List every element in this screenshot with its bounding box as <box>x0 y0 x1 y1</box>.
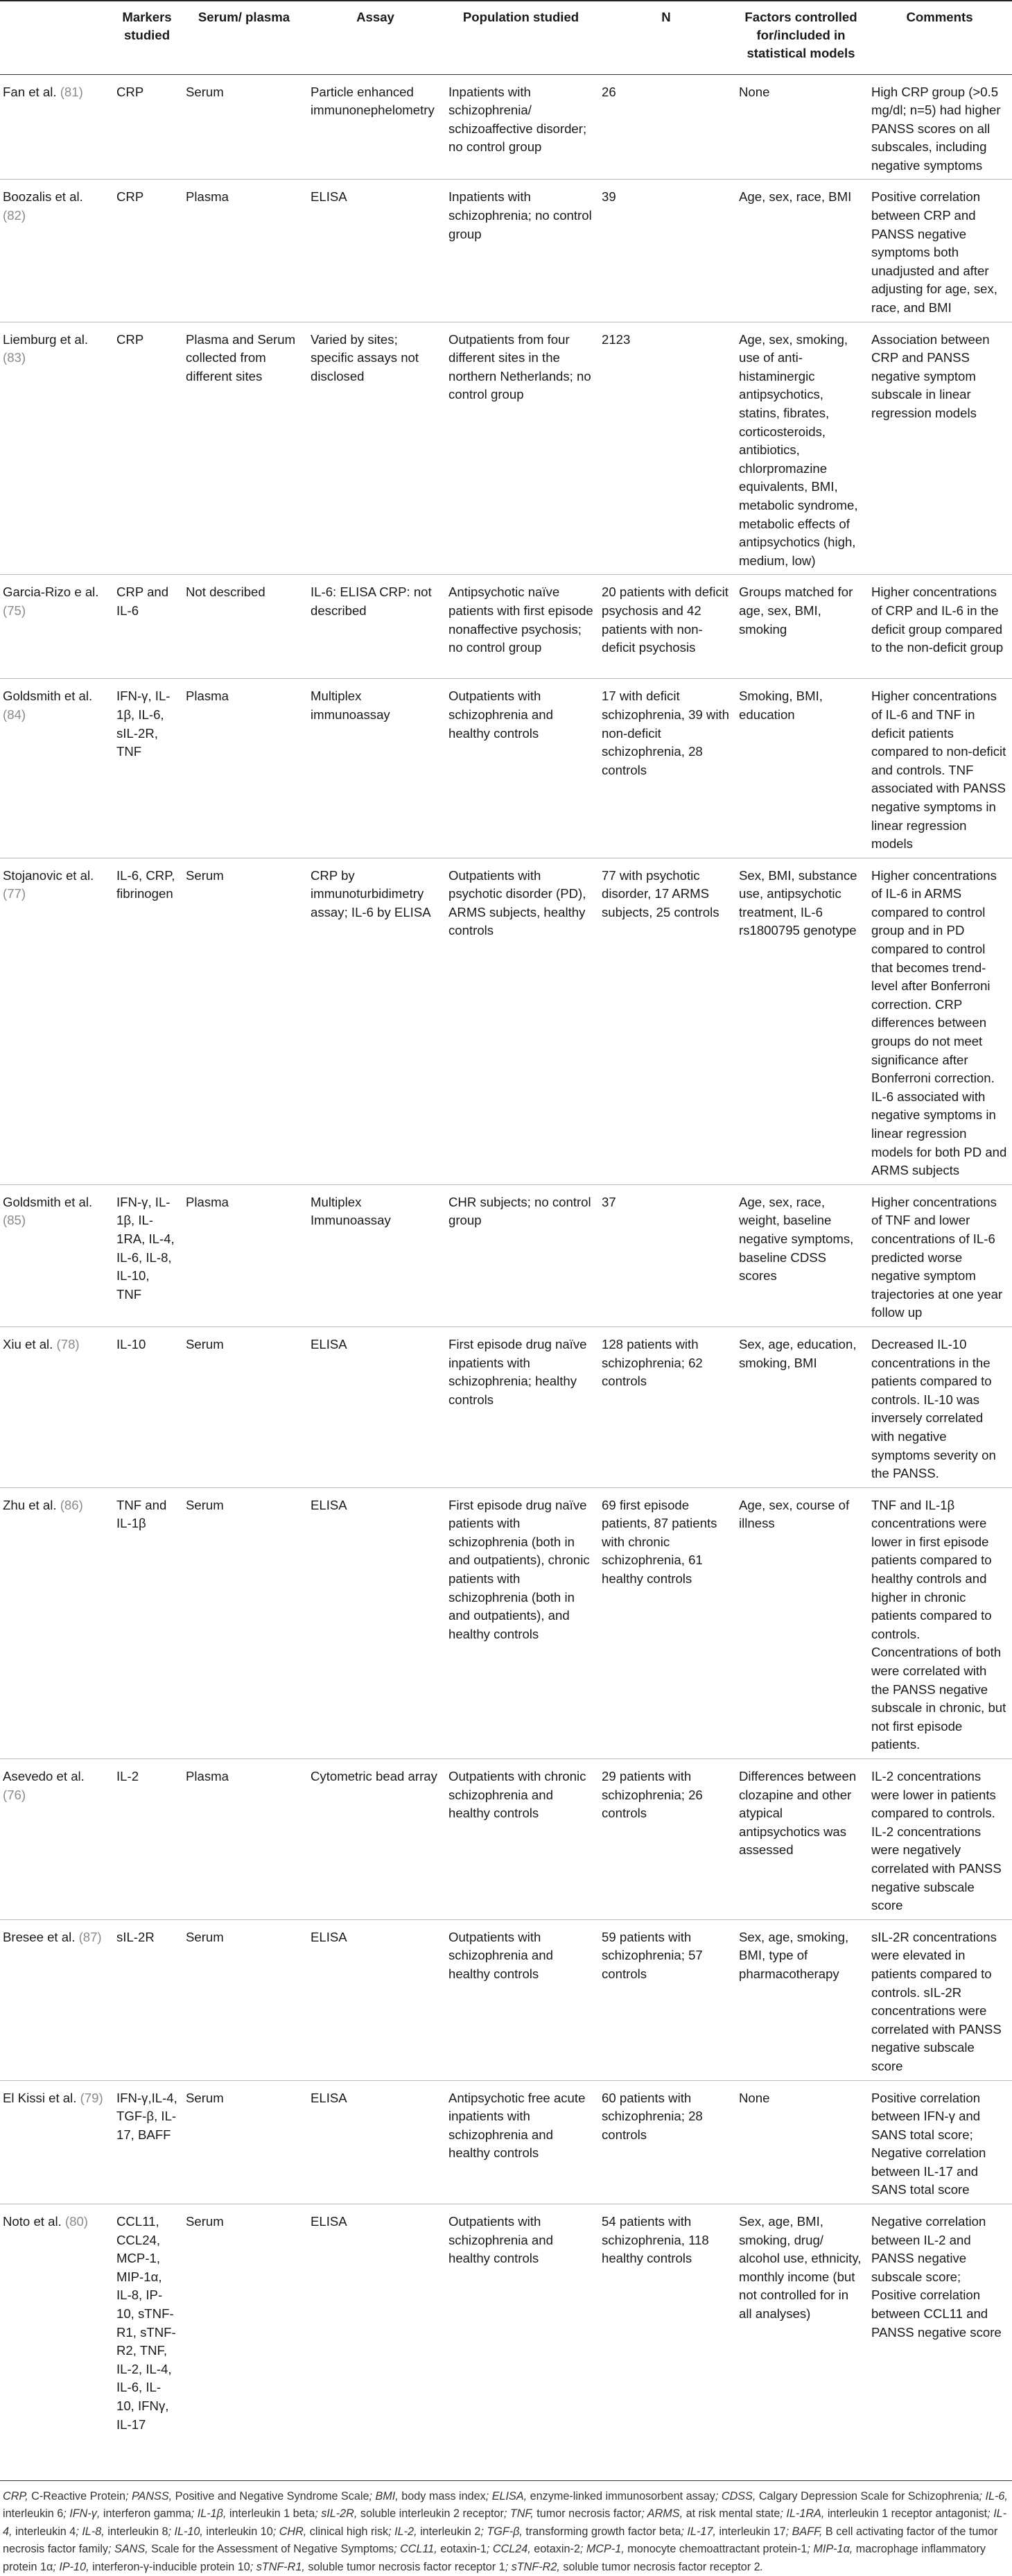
footnote-abbreviation: IL-1RA <box>786 2507 821 2521</box>
footnote-definition: interferon-γ-inducible protein 10 <box>92 2560 250 2573</box>
markers-cell: IL-2 <box>116 1769 139 1783</box>
sample-cell: Plasma <box>186 1769 229 1783</box>
footnote-abbreviation: TNF <box>509 2507 531 2521</box>
footnote-abbreviation: CHR <box>279 2525 304 2538</box>
footnote-definition: soluble interleukin 2 receptor <box>360 2507 504 2521</box>
footnote-abbreviation: MIP-1α <box>813 2543 850 2556</box>
assay-cell: CRP by immunoturbidimetry assay; IL-6 by ELISA <box>311 867 431 919</box>
n-cell: 37 <box>602 1194 616 1209</box>
study-cell <box>0 180 112 322</box>
table-row <box>0 1487 1012 1758</box>
reference-link[interactable]: (79) <box>80 2090 103 2105</box>
population-cell: Antipsychotic free acute inpatients with schizophrenia and healthy controls <box>448 2090 586 2161</box>
sample-cell: Serum <box>186 867 224 883</box>
assay-cell: Cytometric bead array <box>311 1769 437 1783</box>
markers-cell: CRP <box>116 189 144 205</box>
markers-cell: IFN-γ, IL-1β, IL-1RA, IL-4, IL-6, IL-8, IL-10, TNF <box>116 1194 175 1302</box>
header-n: N <box>661 10 671 24</box>
reference-link[interactable]: (87) <box>78 1929 102 1944</box>
table-row <box>0 858 1012 1184</box>
factors-cell: None <box>739 84 770 99</box>
markers-cell: IL-6, CRP, fibrinogen <box>116 867 175 901</box>
table-row <box>0 2080 1012 2204</box>
comments-cell: Positive correlation between CRP and PANSS negative symptoms both unadjusted and after adjusting for age, sex, race, and BMI <box>871 189 997 315</box>
table-row <box>0 1919 1012 2080</box>
study-cell <box>0 1326 112 1487</box>
footnote-definition: transforming growth factor beta <box>525 2525 681 2538</box>
reference-link[interactable]: (81) <box>60 84 83 99</box>
n-cell: 54 patients with schizophrenia, 118 healthy controls <box>602 2214 709 2266</box>
study-cell <box>0 1487 112 1758</box>
footnote-abbreviation: IL-6 <box>985 2490 1005 2502</box>
footnote-abbreviation: sTNF-R2 <box>511 2560 557 2573</box>
header-row <box>0 1 1012 74</box>
comments-cell: Positive correlation between IFN-γ and SANS total score; Negative correlation between IL-17 and SANS total score <box>871 2090 986 2197</box>
footnote-definition: clinical high risk <box>309 2525 389 2538</box>
factors-cell: Differences between clozapine and other atypical antipsychotics was assessed <box>739 1769 857 1858</box>
footnote-definition: interleukin 4 <box>15 2525 76 2538</box>
header-comments: Comments <box>906 10 973 24</box>
population-cell: Outpatients with psychotic disorder (PD), ARMS subjects, healthy controls <box>448 867 586 938</box>
reference-link[interactable]: (77) <box>3 886 26 901</box>
markers-cell: CRP <box>116 84 144 99</box>
comments-cell: High CRP group (>0.5 mg/dl; n=5) had higher PANSS scores on all subscales, including negative symptoms <box>871 84 1001 173</box>
reference-link[interactable]: (82) <box>3 208 26 223</box>
study-name: Goldsmith et al. <box>3 1194 93 1209</box>
reference-link[interactable]: (85) <box>3 1213 26 1228</box>
footnote-definition: Positive and Negative Syndrome Scale <box>175 2490 369 2502</box>
study-name: Xiu et al. <box>3 1336 53 1351</box>
population-cell: Outpatients with schizophrenia and healthy controls <box>448 2214 553 2266</box>
comments-cell: Higher concentrations of CRP and IL-6 in the deficit group compared to the non-deficit group <box>871 585 1004 655</box>
n-cell: 60 patients with schizophrenia; 28 controls <box>602 2090 703 2142</box>
table-row <box>0 1326 1012 1487</box>
study-cell <box>0 1184 112 1326</box>
table-row <box>0 1184 1012 1326</box>
footnote-definition: at risk mental state <box>686 2507 780 2521</box>
study-name: Noto et al. <box>3 2214 62 2229</box>
footnote-definition: soluble tumor necrosis factor receptor 2 <box>563 2560 760 2573</box>
footnote-definition: interleukin 17 <box>719 2525 786 2538</box>
n-cell: 20 patients with deficit psychosis and 42 patients with non-deficit psychosis <box>602 585 729 655</box>
assay-cell: ELISA <box>311 2214 347 2229</box>
population-cell: Antipsychotic naïve patients with first episode nonaffective psychosis; no control group <box>448 585 593 655</box>
assay-cell: Multiplex Immunoassay <box>311 1194 391 1228</box>
comments-cell: sIL-2R concentrations were elevated in patients compared to controls. sIL-2R concentrations were correlated with PANSS negative subscale score <box>871 1929 1002 2073</box>
study-cell <box>0 74 112 180</box>
comments-cell: Higher concentrations of IL-6 and TNF in deficit patients compared to non-deficit and controls. TNF associated with PANSS negative symptoms in linear regression models <box>871 689 1006 852</box>
footnote-definition: interleukin 10 <box>206 2525 273 2538</box>
population-cell: CHR subjects; no control group <box>448 1194 591 1228</box>
markers-cell: CRP <box>116 331 144 347</box>
study-name: Goldsmith et al. <box>3 689 93 704</box>
assay-cell: ELISA <box>311 2090 347 2105</box>
sample-cell: Serum <box>186 2090 224 2105</box>
footnote-abbreviation: IL-8 <box>82 2525 102 2538</box>
comments-cell: TNF and IL-1β concentrations were lower in first episode patients compared to healthy controls and higher in chronic patients compared to controls. Concentrations of both were correlated with the PANSS negative subscale in chronic, but not first episode patients. <box>871 1497 1006 1752</box>
n-cell: 2123 <box>602 331 631 347</box>
footnote-definition: interleukin 6 <box>3 2507 64 2521</box>
population-cell: First episode drug naïve inpatients with schizophrenia; healthy controls <box>448 1336 587 1407</box>
footnote-definition: Scale for the Assessment of Negative Symptoms <box>151 2543 394 2556</box>
sample-cell: Plasma <box>186 1194 229 1209</box>
factors-cell: Age, sex, race, weight, baseline negative symptoms, baseline CDSS scores <box>739 1194 854 1283</box>
footnote-definition: Calgary Depression Scale for Schizophrenia <box>758 2490 979 2502</box>
footnote-abbreviation: ARMS <box>647 2507 680 2521</box>
footnote-abbreviation: TGF-β <box>487 2525 520 2538</box>
study-name: El Kissi et al. <box>3 2090 77 2105</box>
footnote-abbreviation: IL-2 <box>394 2525 415 2538</box>
table-header <box>0 1 1012 74</box>
table-row <box>0 1759 1012 1920</box>
study-cell <box>0 322 112 575</box>
assay-cell: ELISA <box>311 189 347 205</box>
footnote-definition: interleukin 1 receptor antagonist <box>827 2507 988 2521</box>
footnote-abbreviation: CCL11 <box>400 2543 435 2556</box>
factors-cell: Groups matched for age, sex, BMI, smoking <box>739 585 853 637</box>
factors-cell: Age, sex, smoking, use of anti-histaminergic antipsychotics, statins, fibrates, corticosteroids, antibiotics, chlorpromazine equivalents, BMI, metabolic syndrome, metabolic effects of antipsychotics (high, medium, low) <box>739 331 858 568</box>
n-cell: 29 patients with schizophrenia; 26 controls <box>602 1769 703 1821</box>
comments-cell: Negative correlation between IL-2 and PANSS negative subscale score; Positive correlation between CCL11 and PANSS negative score <box>871 2214 1002 2340</box>
sample-cell: Plasma and Serum collected from different sites <box>186 331 296 383</box>
factors-cell: Smoking, BMI, education <box>739 689 823 722</box>
factors-cell: Age, sex, course of illness <box>739 1497 850 1531</box>
footnote-definition: body mass index <box>401 2490 486 2502</box>
n-cell: 39 <box>602 189 616 205</box>
factors-cell: Sex, BMI, substance use, antipsychotic treatment, IL-6 rs1800795 genotype <box>739 867 857 938</box>
reference-link[interactable]: (75) <box>3 603 26 618</box>
study-name: Garcia-Rizo e al. <box>3 585 99 600</box>
footnote-definition: interferon gamma <box>103 2507 191 2521</box>
markers-cell: sIL-2R <box>116 1929 155 1944</box>
assay-cell: IL-6: ELISA CRP: not described <box>311 585 432 618</box>
footnote-definition: eotaxin-2 <box>534 2543 580 2556</box>
table-row <box>0 322 1012 575</box>
footnote-abbreviation: IL-1β <box>197 2507 223 2521</box>
sample-cell: Serum <box>186 1929 224 1944</box>
footnote-definition: C-Reactive Protein <box>31 2490 125 2502</box>
markers-cell: IFN-γ,IL-4, TGF-β, IL-17, BAFF <box>116 2090 177 2142</box>
header-population: Population studied <box>462 10 579 24</box>
footnote-abbreviation: IP-10 <box>59 2560 87 2573</box>
table-row <box>0 180 1012 322</box>
population-cell: Outpatients with schizophrenia and healthy controls <box>448 1929 553 1981</box>
footnote-abbreviation: MCP-1 <box>586 2543 622 2556</box>
footnote-abbreviation: CCL24 <box>492 2543 528 2556</box>
study-cell <box>0 1759 112 1920</box>
markers-cell: IL-10 <box>116 1336 146 1351</box>
footnote-definition: tumor necrosis factor <box>536 2507 642 2521</box>
footnote-abbreviation: IFN-γ <box>69 2507 97 2521</box>
sample-cell: Plasma <box>186 689 229 704</box>
assay-cell: ELISA <box>311 1336 347 1351</box>
sample-cell: Serum <box>186 1497 224 1512</box>
footnote-abbreviation: PANSS <box>131 2490 169 2502</box>
factors-cell: None <box>739 2090 770 2105</box>
sample-cell: Serum <box>186 84 224 99</box>
comments-cell: Higher concentrations of IL-6 in ARMS compared to control group and in PD compared to control that becomes trend-level after Bonferroni correction. CRP differences between groups do not meet significance after Bonferroni correction. IL-6 associated with negative symptoms in linear regression models for both PD and ARMS subjects <box>871 867 1007 1178</box>
footnote-abbreviation: SANS <box>114 2543 146 2556</box>
reference-link[interactable]: (76) <box>3 1787 26 1802</box>
footnote-definition: soluble tumor necrosis factor receptor 1 <box>308 2560 505 2573</box>
table-row <box>0 575 1012 679</box>
footnote-definition: macrophage inflammatory protein 1α <box>3 2543 986 2573</box>
table-footnote: CRP, C-Reactive Protein; PANSS, Positive and Negative Syndrome Scale; BMI, body mass index; ELISA, enzyme-linked immunosorbent assay; CDSS, Calgary Depression Scale for Schizophrenia; IL-6, interleukin 6; IFN-γ, interferon gamma; IL-1β, interleukin 1 beta; sIL-2R, soluble interleukin 2 receptor; TNF, tumor necrosis factor; ARMS, at risk mental state; IL-1RA, interleukin 1 receptor antagonist; IL-4, interleukin 4; IL-8, interleukin 8; IL-10, interleukin 10; CHR, clinical high risk; IL-2, interleukin 2; TGF-β, transforming growth factor beta; IL-17, interleukin 17; BAFF, B cell activating factor of the tumor necrosis factor family; SANS, Scale for the Assessment of Negative Symptoms; CCL11, eotaxin-1; CCL24, eotaxin-2; MCP-1, monocyte chemoattractant protein-1; MIP-1α, macrophage inflammatory protein 1α; IP-10, interferon-γ-inducible protein 10; sTNF-R1, soluble tumor necrosis factor receptor 1; sTNF-R2, soluble tumor necrosis factor receptor 2. <box>3 2490 1008 2573</box>
study-name: Asevedo et al. <box>3 1769 85 1783</box>
header-assay: Assay <box>356 10 394 24</box>
study-cell <box>0 858 112 1184</box>
footnote-abbreviation: IL-17 <box>687 2525 713 2538</box>
markers-cell: IFN-γ, IL-1β, IL-6, sIL-2R, TNF <box>116 689 171 759</box>
n-cell: 59 patients with schizophrenia; 57 controls <box>602 1929 703 1981</box>
footnote-abbreviation: sIL-2R <box>321 2507 354 2521</box>
reference-link[interactable]: (83) <box>3 350 26 365</box>
study-name: Zhu et al. <box>3 1497 57 1512</box>
study-name: Stojanovic et al. <box>3 867 94 883</box>
footnote-abbreviation: sTNF-R1 <box>256 2560 302 2573</box>
footnote-abbreviation: CDSS <box>721 2490 753 2502</box>
reference-link[interactable]: (80) <box>64 2214 89 2229</box>
study-cell <box>0 2204 112 2481</box>
study-cell <box>0 679 112 858</box>
population-cell: Outpatients with chronic schizophrenia and healthy controls <box>448 1769 586 1821</box>
markers-cell: CCL11, CCL24, MCP-1, MIP-1α, IL-8, IP-10, sTNF-R1, sTNF-R2, TNF, IL-2, IL-4, IL-6, IL-10, IFNγ, IL-17 <box>116 2214 176 2432</box>
footnote-abbreviation: IL-10 <box>174 2525 200 2538</box>
comments-cell: IL-2 concentrations were lower in patients compared to controls. IL-2 concentrations were negatively correlated with PANSS negative subscale score <box>871 1769 1002 1913</box>
sample-cell: Serum <box>186 1336 224 1351</box>
table-row <box>0 74 1012 180</box>
population-cell: Outpatients from four different sites in the northern Netherlands; no control group <box>448 331 591 402</box>
footnote-definition: B cell activating factor of the tumor necrosis factor family <box>3 2525 998 2556</box>
markers-cell: CRP and IL-6 <box>116 585 169 618</box>
footnote-abbreviation: IL-4 <box>3 2507 1007 2538</box>
factors-cell: Sex, age, BMI, smoking, drug/ alcohol use, ethnicity, monthly income (but not controlled for in all analyses) <box>739 2214 862 2322</box>
study-cell <box>0 575 112 679</box>
assay-cell: Particle enhanced immunonephelometry <box>311 84 435 118</box>
study-cell <box>0 1919 112 2080</box>
study-name: Liemburg et al. <box>3 331 88 347</box>
header-study <box>0 1 112 74</box>
footnote-abbreviation: BMI <box>375 2490 396 2502</box>
study-name: Boozalis et al. <box>3 189 83 205</box>
header-markers: Markers studied <box>122 10 172 42</box>
assay-cell: ELISA <box>311 1929 347 1944</box>
table-row <box>0 679 1012 858</box>
footnote-definition: eotaxin-1 <box>440 2543 487 2556</box>
n-cell: 69 first episode patients, 87 patients with chronic schizophrenia, 61 healthy controls <box>602 1497 717 1587</box>
reference-link[interactable]: (84) <box>3 707 26 722</box>
sample-cell: Not described <box>186 585 265 600</box>
header-factors: Factors controlled for/included in statistical models <box>744 10 857 60</box>
population-cell: Inpatients with schizophrenia/ schizoaffective disorder; no control group <box>448 84 587 155</box>
study-name: Bresee et al. <box>3 1929 76 1944</box>
footnote-definition: interleukin 1 beta <box>229 2507 315 2521</box>
assay-cell: ELISA <box>311 1497 347 1512</box>
comments-cell: Higher concentrations of TNF and lower concentrations of IL-6 predicted worse negative symptom trajectories at one year follow up <box>871 1194 1003 1320</box>
sample-cell: Serum <box>186 2214 224 2229</box>
footnote-definition: enzyme-linked immunosorbent assay <box>530 2490 715 2502</box>
reference-link[interactable]: (86) <box>60 1497 83 1512</box>
footnote-definition: interleukin 2 <box>420 2525 481 2538</box>
header-sample: Serum/ plasma <box>198 10 290 24</box>
comments-cell: Association between CRP and PANSS negative symptom subscale in linear regression models <box>871 331 990 420</box>
study-name: Fan et al. <box>3 84 57 99</box>
table-row <box>0 2204 1012 2481</box>
reference-link[interactable]: (78) <box>56 1336 80 1351</box>
footnote-definition: monocyte chemoattractant protein-1 <box>627 2543 808 2556</box>
footnote-abbreviation: ELISA <box>491 2490 524 2502</box>
n-cell: 128 patients with schizophrenia; 62 controls <box>602 1336 703 1389</box>
table-body <box>0 74 1012 2481</box>
factors-cell: Age, sex, race, BMI <box>739 189 852 205</box>
n-cell: 17 with deficit schizophrenia, 39 with non-deficit schizophrenia, 28 controls <box>602 689 729 777</box>
n-cell: 77 with psychotic disorder, 17 ARMS subjects, 25 controls <box>602 867 719 919</box>
footnote-abbreviation: BAFF <box>792 2525 819 2538</box>
comments-cell: Decreased IL-10 concentrations in the patients compared to controls. IL-10 was inversely correlated with negative symptoms severity on the PANSS. <box>871 1336 996 1481</box>
assay-cell: Varied by sites; specific assays not disclosed <box>311 331 419 383</box>
population-cell: Outpatients with schizophrenia and healthy controls <box>448 689 553 741</box>
footnote-abbreviation: CRP <box>3 2490 26 2502</box>
factors-cell: Sex, age, smoking, BMI, type of pharmacotherapy <box>739 1929 849 1981</box>
study-cell <box>0 2080 112 2204</box>
n-cell: 26 <box>602 84 616 99</box>
factors-cell: Sex, age, education, smoking, BMI <box>739 1336 857 1370</box>
population-cell: First episode drug naïve patients with schizophrenia (both in and outpatients), chronic patients with schizophrenia (both in and outpatients), and healthy controls <box>448 1497 590 1641</box>
markers-cell: TNF and IL-1β <box>116 1497 167 1531</box>
sample-cell: Plasma <box>186 189 229 205</box>
footnote-definition: interleukin 8 <box>107 2525 168 2538</box>
assay-cell: Multiplex immunoassay <box>311 689 390 722</box>
population-cell: Inpatients with schizophrenia; no control group <box>448 189 592 241</box>
